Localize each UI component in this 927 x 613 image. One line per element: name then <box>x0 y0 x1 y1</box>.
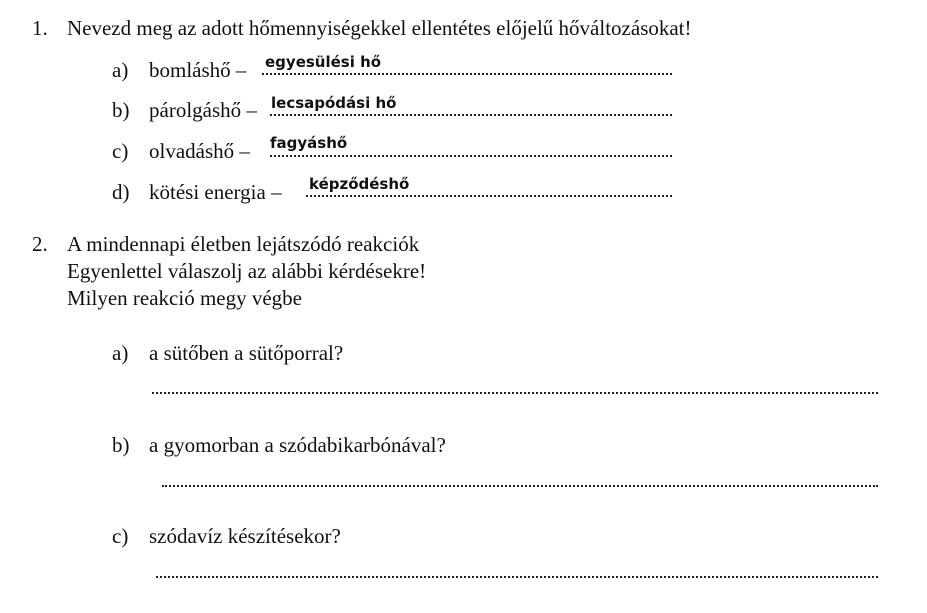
question-2-line: Milyen reakció megy végbe <box>67 286 302 310</box>
item-letter: a) <box>112 58 129 82</box>
item-letter: a) <box>112 341 129 365</box>
question-2-line: A mindennapi életben lejátszódó reakciók <box>67 232 420 256</box>
item-letter: b) <box>112 433 130 457</box>
item-text: bomláshő – <box>149 58 247 82</box>
item-text: párolgáshő – <box>149 98 257 122</box>
item-text: szódavíz készítésekor? <box>149 524 341 548</box>
answer-line <box>306 195 672 197</box>
answer-line[interactable] <box>152 392 878 394</box>
item-text: olvadáshő – <box>149 139 250 163</box>
item-letter: d) <box>112 180 130 204</box>
handwritten-answer[interactable]: egyesülési hő <box>265 53 382 71</box>
question-1-prompt: Nevezd meg az adott hőmennyiségekkel ellentétes előjelű hőváltozásokat! <box>67 16 692 40</box>
handwritten-answer[interactable]: képződéshő <box>309 175 410 193</box>
answer-line[interactable] <box>162 485 878 487</box>
item-text: kötési energia – <box>149 180 282 204</box>
item-letter: c) <box>112 139 129 163</box>
handwritten-answer[interactable]: fagyáshő <box>270 134 348 152</box>
question-2-number: 2. <box>32 232 48 256</box>
handwritten-answer[interactable]: lecsapódási hő <box>271 94 397 112</box>
item-text: a gyomorban a szódabikarbónával? <box>149 433 446 457</box>
item-letter: c) <box>112 524 129 548</box>
answer-line <box>270 114 672 116</box>
question-2-line: Egyenlettel válaszolj az alábbi kérdésekre! <box>67 259 427 283</box>
answer-line[interactable] <box>156 576 878 578</box>
question-1-number: 1. <box>32 16 48 40</box>
answer-line <box>270 155 672 157</box>
item-text: a sütőben a sütőporral? <box>149 341 344 365</box>
item-letter: b) <box>112 98 130 122</box>
answer-line <box>262 73 672 75</box>
